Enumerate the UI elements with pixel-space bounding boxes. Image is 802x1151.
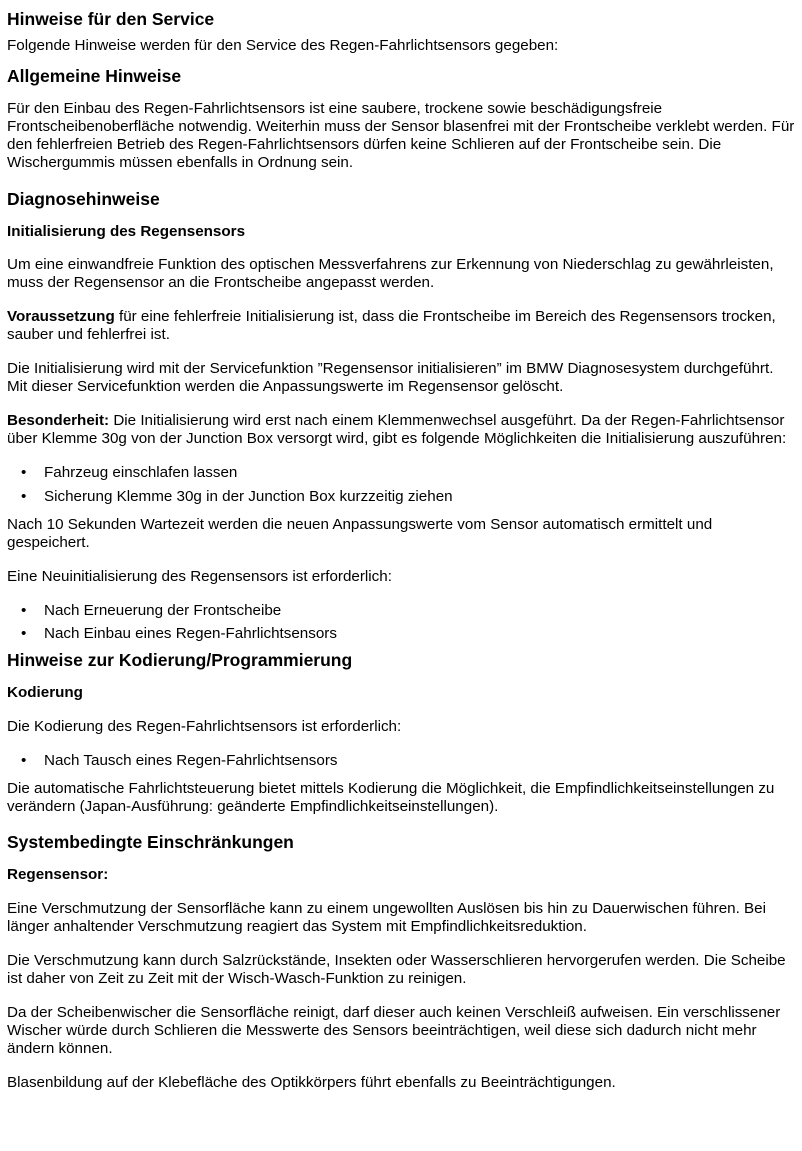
- heading-kodierung-programmierung: Hinweise zur Kodierung/Programmierung: [7, 649, 353, 670]
- bullet-icon: •: [21, 487, 27, 505]
- heading-allgemeine-hinweise: Allgemeine Hinweise: [7, 66, 182, 86]
- bullet-icon: •: [21, 601, 27, 619]
- list-item: • Sicherung Klemme 30g in der Junction Box kurzzeitig ziehen: [21, 487, 453, 505]
- diagnose-paragraph-3: Die Initialisierung wird mit der Servicefunktion ”Regensensor initialisieren” im BMW Diagnosesystem durchgeführt. Mit dieser Servicefunktion werden die Anpassungswerte im Regensensor gelöscht.: [7, 360, 774, 395]
- einschraenkungen-paragraph-2: Die Verschmutzung kann durch Salzrückstände, Insekten oder Wasserschlieren hervorgerufen werden. Die Scheibe ist daher von Zeit zu Zeit mit der Wisch-Wasch-Funktion zu reinigen.: [7, 951, 786, 987]
- diagnose-paragraph-2: [7, 308, 795, 344]
- bullet-icon: •: [21, 751, 27, 769]
- kodierung-list: [7, 752, 795, 770]
- voraussetzung-text: für eine fehlerfreie Initialisierung ist, dass die Frontscheibe im Bereich des Regensensors trocken, sauber und fehlerfrei ist.: [7, 308, 776, 343]
- kodierung-paragraph-2: Die automatische Fahrlichtsteuerung bietet mittels Kodierung die Möglichkeit, die Empfindlichkeitseinstellungen zu verändern (Japan-Ausführung: geänderte Empfindlichkeitseinstellungen).: [7, 779, 775, 815]
- einschraenkungen-paragraph-1: Eine Verschmutzung der Sensorfläche kann zu einem ungewollten Auslösen bis hin zu Dauerwischen führen. Bei länger anhaltender Verschmutzung reagiert das System mit Empfindlichkeitsreduktion.: [7, 899, 766, 935]
- einschraenkungen-paragraph-3: Da der Scheibenwischer die Sensorfläche reinigt, darf dieser auch keinen Verschleiß aufweisen. Ein verschlissener Wischer würde durch Schlieren die Messwerte des Sensors beeinträchtigen, weil diese sich dadurch nicht mehr ändern können.: [7, 1003, 781, 1057]
- kodierung-paragraph-1: Die Kodierung des Regen-Fahrlichtsensors ist erforderlich:: [7, 717, 402, 735]
- besonderheit-text: Die Initialisierung wird erst nach einem Klemmenwechsel ausgeführt. Da der Regen-Fahrlichtsensor über Klemme 30g von der Junction Box versorgt wird, gibt es folgende Möglichkeiten die Initialisierung auszuführen:: [7, 412, 787, 447]
- bullet-icon: •: [21, 625, 27, 642]
- intro-paragraph: Folgende Hinweise werden für den Service des Regen-Fahrlichtsensors gegeben:: [7, 37, 559, 54]
- heading-diagnosehinweise: Diagnosehinweise: [7, 189, 160, 209]
- list-item: • Nach Erneuerung der Frontscheibe: [21, 601, 282, 619]
- heading-systembedingte-einschraenkungen: Systembedingte Einschränkungen: [7, 831, 294, 852]
- diagnose-paragraph-4: [7, 412, 795, 448]
- diagnose-paragraph-1: Um eine einwandfreie Funktion des optischen Messverfahrens zur Erkennung von Niederschlag zu gewährleisten, muss der Regensensor an die Frontscheibe angepasst werden.: [7, 256, 774, 291]
- subheading-kodierung: Kodierung: [7, 683, 83, 701]
- page-title: Hinweise für den Service: [7, 9, 215, 29]
- neuinitialisierung-list: [7, 602, 795, 644]
- subheading-regensensor: Regensensor:: [7, 865, 109, 883]
- subheading-initialisierung: Initialisierung des Regensensors: [7, 223, 246, 240]
- diagnose-paragraph-6: Eine Neuinitialisierung des Regensensors ist erforderlich:: [7, 567, 392, 585]
- list-item: • Fahrzeug einschlafen lassen: [21, 464, 238, 481]
- diagnose-paragraph-5: Nach 10 Sekunden Wartezeit werden die neuen Anpassungswerte vom Sensor automatisch ermittelt und gespeichert.: [7, 515, 713, 551]
- besonderheit-label: Besonderheit:: [7, 412, 110, 429]
- initialisierung-options-list: [7, 464, 795, 506]
- voraussetzung-label: Voraussetzung: [7, 308, 115, 325]
- einschraenkungen-paragraph-4: Blasenbildung auf der Klebefläche des Optikkörpers führt ebenfalls zu Beeinträchtigungen.: [7, 1073, 616, 1091]
- list-item: • Nach Tausch eines Regen-Fahrlichtsensors: [21, 751, 338, 769]
- allgemein-paragraph: Für den Einbau des Regen-Fahrlichtsensors ist eine saubere, trockene sowie beschädigungsfreie Frontscheibenoberfläche notwendig. Weiterhin muss der Sensor blasenfrei mit der Frontscheibe verklebt werden. Für den fehlerfreien Betrieb des Regen-Fahrlichtsensors dürfen keine Schlieren auf der Frontscheibe sein. Die Wischergummis müssen ebenfalls in Ordnung sein.: [7, 100, 795, 171]
- bullet-icon: •: [21, 464, 27, 481]
- list-item: • Nach Einbau eines Regen-Fahrlichtsensors: [21, 625, 337, 642]
